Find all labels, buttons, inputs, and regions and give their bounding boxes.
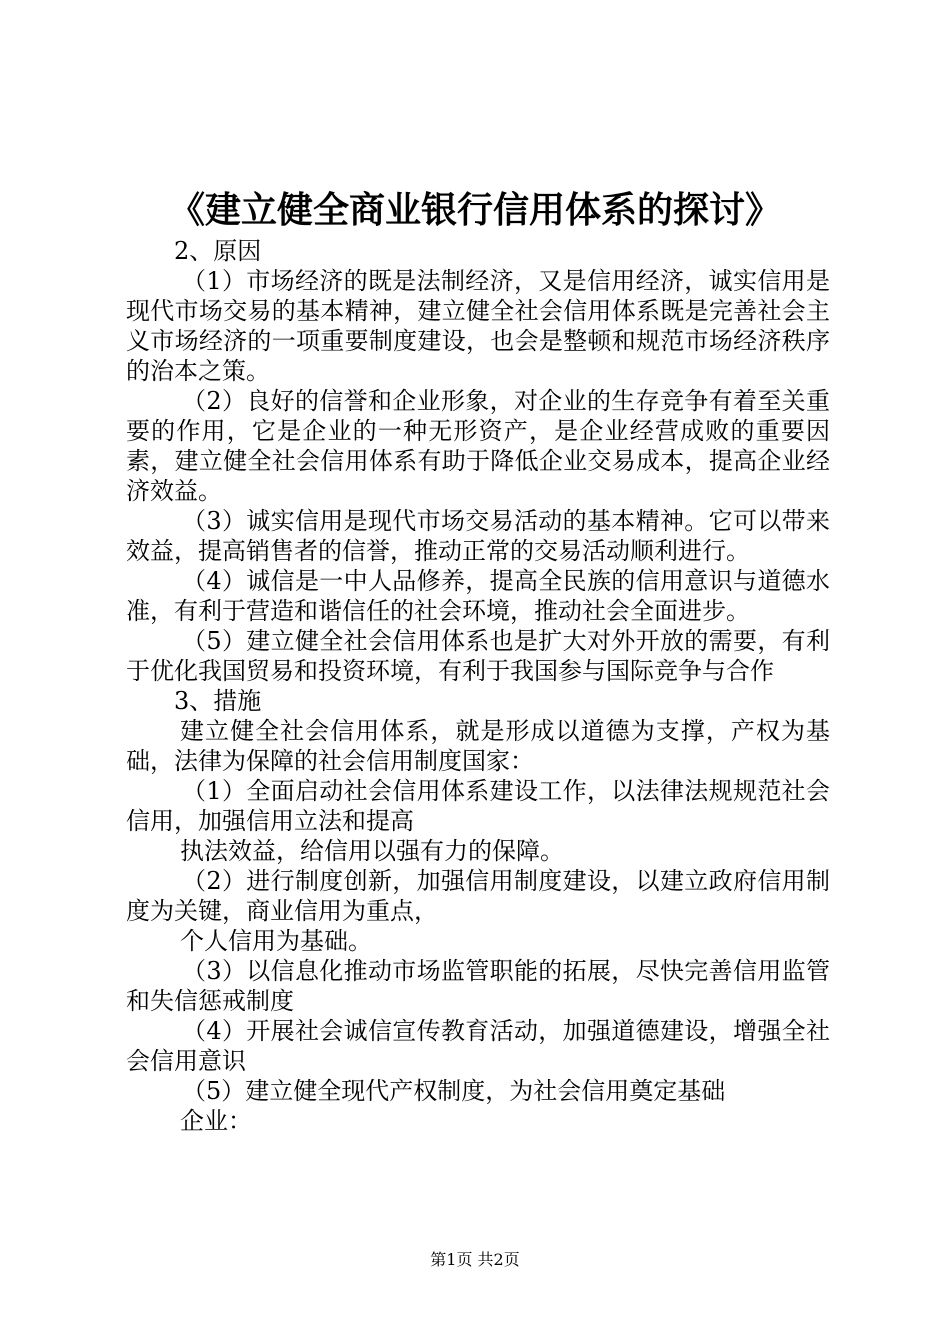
section-heading-measures: 3、措施 — [174, 687, 262, 715]
enterprise-label: 企业： — [180, 1107, 252, 1135]
section-heading-reasons: 2、原因 — [174, 237, 262, 265]
page-number-footer: 第1页 共2页 — [430, 1250, 520, 1269]
measure-paragraph-1-continued: 执法效益，给信用以强有力的保障。 — [180, 837, 564, 865]
document-body — [126, 236, 830, 1136]
measure-paragraph-2: （2）进行制度创新，加强信用制度建设，以建立政府信用制度为关键，商业信用为重点， — [126, 867, 830, 925]
reason-paragraph-2: （2）良好的信誉和企业形象，对企业的生存竞争有着至关重要的作用，它是企业的一种无形资产，是企业经营成败的重要因素，建立健全社会信用体系有助于降低企业交易成本，提高企业经济效益。 — [126, 387, 830, 505]
reason-paragraph-5: （5）建立健全社会信用体系也是扩大对外开放的需要，有利于优化我国贸易和投资环境，有利于我国参与国际竞争与合作 — [126, 627, 830, 685]
reason-paragraph-3: （3）诚实信用是现代市场交易活动的基本精神。它可以带来效益，提高销售者的信誉，推动正常的交易活动顺利进行。 — [126, 507, 830, 565]
measure-paragraph-2-continued: 个人信用为基础。 — [180, 927, 372, 955]
measure-paragraph-1: （1）全面启动社会信用体系建设工作，以法律法规规范社会信用，加强信用立法和提高 — [126, 777, 830, 835]
measure-paragraph-4: （4）开展社会诚信宣传教育活动，加强道德建设，增强全社会信用意识 — [126, 1017, 830, 1075]
measures-intro-paragraph: 建立健全社会信用体系，就是形成以道德为支撑，产权为基础，法律为保障的社会信用制度国家： — [126, 717, 830, 775]
document-title: 《建立健全商业银行信用体系的探讨》 — [168, 189, 781, 231]
measure-paragraph-5: （5）建立健全现代产权制度，为社会信用奠定基础 — [182, 1077, 726, 1105]
reason-paragraph-1: （1）市场经济的既是法制经济，又是信用经济，诚实信用是现代市场交易的基本精神，建立健全社会信用体系既是完善社会主义市场经济的一项重要制度建设，也会是整顿和规范市场经济秩序的治本之策。 — [126, 267, 830, 385]
reason-paragraph-4: （4）诚信是一中人品修养，提高全民族的信用意识与道德水准，有利于营造和谐信任的社会环境，推动社会全面进步。 — [126, 567, 830, 625]
measure-paragraph-3: （3）以信息化推动市场监管职能的拓展，尽快完善信用监管和失信惩戒制度 — [126, 957, 830, 1015]
